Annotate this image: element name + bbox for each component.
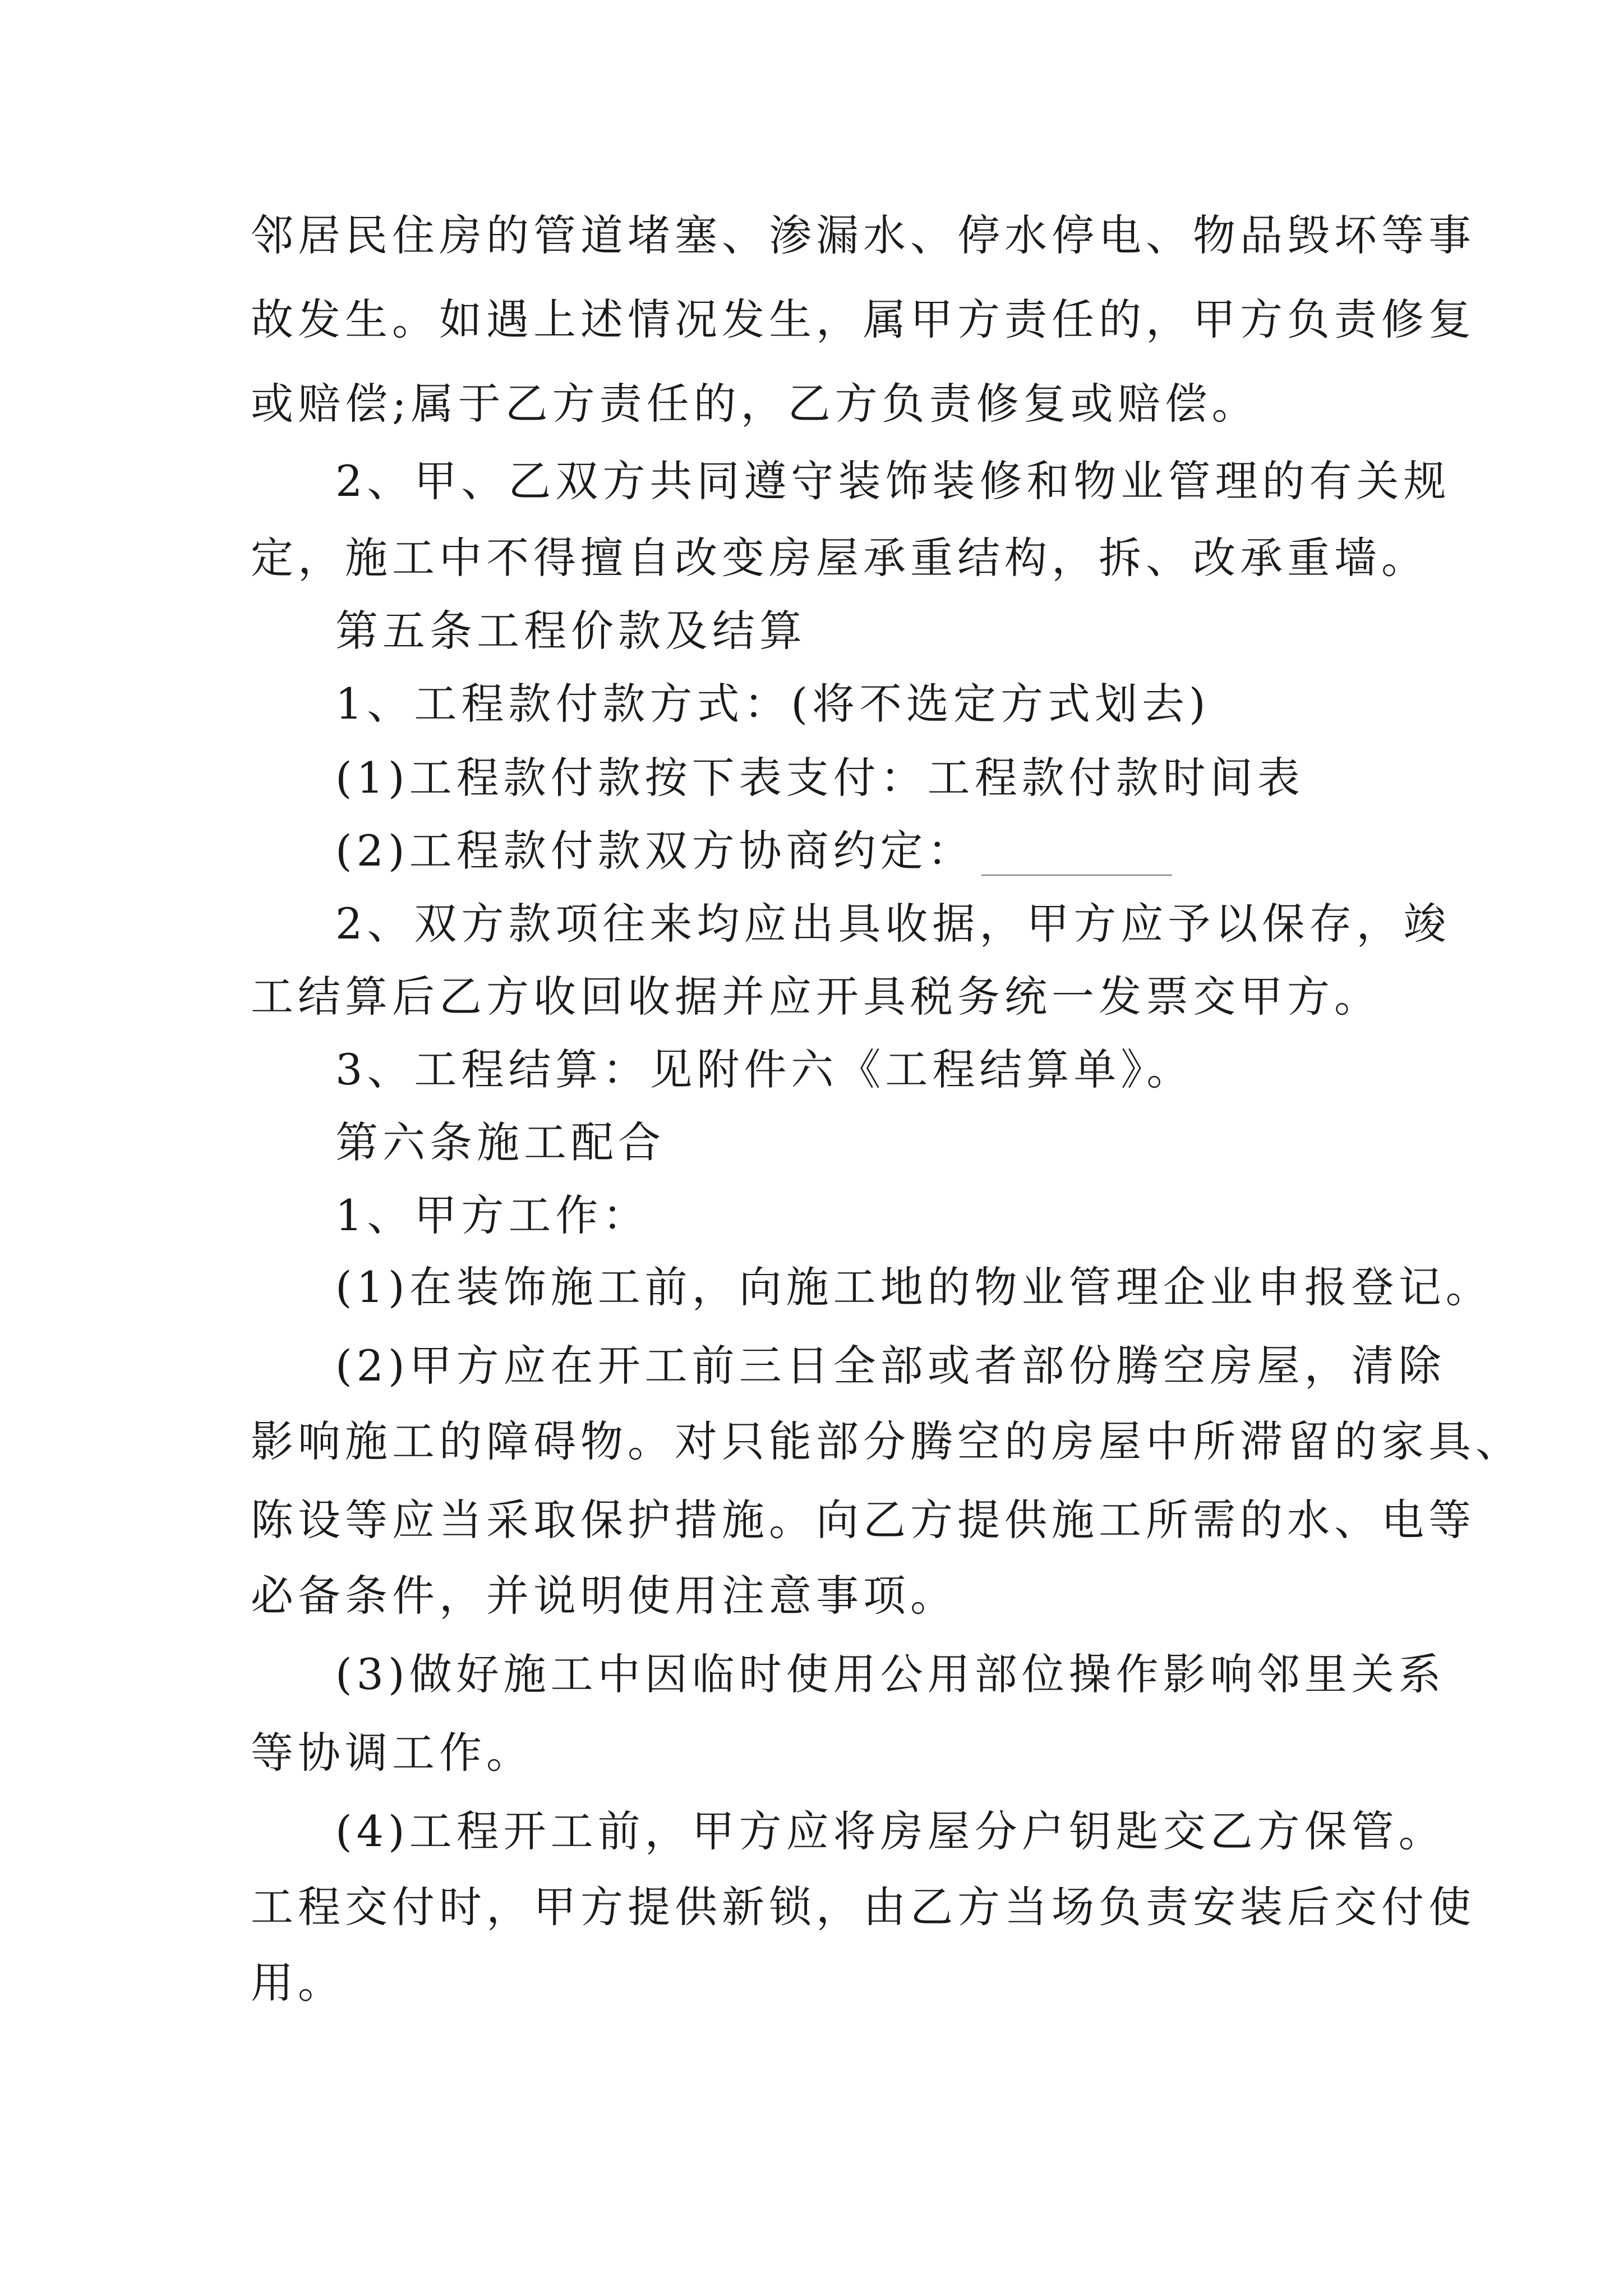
text-line: (2)工程款付款双方协商约定： [335, 826, 975, 876]
text-line: 1、工程款付款方式：(将不选定方式划去) [335, 679, 1210, 729]
section-heading: 第五条工程价款及结算 [335, 606, 806, 656]
text-line: 2、甲、乙双方共同遵守装饰装修和物业管理的有关规 [335, 456, 1451, 506]
text-line: 故发生。如遇上述情况发生，属甲方责任的，甲方负责修复 [251, 295, 1476, 344]
text-line: (1)在装饰施工前，向施工地的物业管理企业申报登记。 [335, 1262, 1493, 1312]
text-line: 陈设等应当采取保护措施。向乙方提供施工所需的水、电等 [251, 1495, 1476, 1545]
text-line: (4)工程开工前，甲方应将房屋分户钥匙交乙方保管。 [335, 1806, 1446, 1856]
fill-in-blank [981, 872, 1172, 876]
text-line: 等协调工作。 [251, 1728, 533, 1778]
text-line: (1)工程款付款按下表支付：工程款付款时间表 [335, 753, 1304, 803]
text-line: (3)做好施工中因临时使用公用部位操作影响邻里关系 [335, 1649, 1446, 1699]
text-line: 邻居民住房的管道堵塞、渗漏水、停水停电、物品毁坏等事 [251, 210, 1476, 260]
text-line: 3、工程结算：见附件六《工程结算单》。 [335, 1045, 1194, 1094]
text-line: (2)甲方应在开工前三日全部或者部份腾空房屋，清除 [335, 1341, 1446, 1391]
text-line: 或赔偿;属于乙方责任的，乙方负责修复或赔偿。 [251, 379, 1259, 429]
text-line: 定，施工中不得擅自改变房屋承重结构，拆、改承重墙。 [251, 533, 1428, 583]
text-line: 影响施工的障碍物。对只能部分腾空的房屋中所滞留的家具、 [251, 1416, 1523, 1466]
text-line: 工程交付时，甲方提供新锁，由乙方当场负责安装后交付使 [251, 1882, 1476, 1932]
text-line: 工结算后乙方收回收据并应开具税务统一发票交甲方。 [251, 972, 1381, 1022]
text-line-with-blank [335, 823, 1172, 879]
text-line: 必备条件，并说明使用注意事项。 [251, 1571, 957, 1621]
text-line: 用。 [251, 1958, 345, 2008]
text-line: 1、甲方工作： [335, 1190, 650, 1240]
section-heading: 第六条施工配合 [335, 1117, 665, 1167]
text-line: 2、双方款项往来均应出具收据，甲方应予以保存，竣 [335, 899, 1451, 949]
